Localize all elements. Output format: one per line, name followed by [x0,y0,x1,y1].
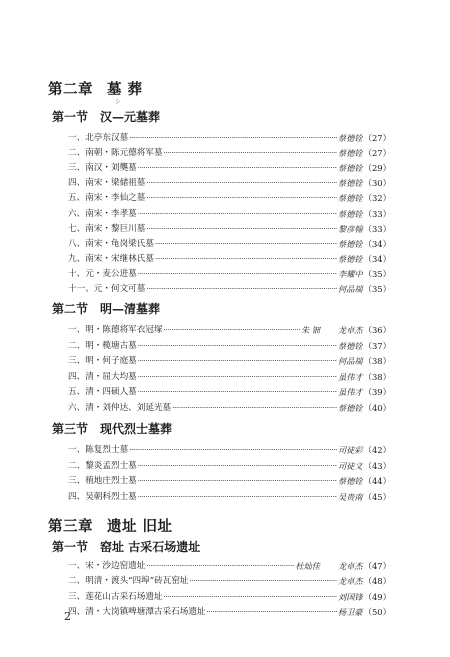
toc-entry [68,591,391,603]
entry-author: 司徒文 [338,460,363,471]
entry-page: （33） [363,223,391,234]
entry-page: （44） [363,476,391,487]
entry-title: 一、北亭东汉墓 [68,133,129,143]
section-number: 第一节 [52,540,89,554]
section-4-heading [52,538,200,555]
entry-page: （27） [363,133,391,143]
entry-page: （50） [363,607,391,618]
entry-title: 四、清・屈大均墓 [68,371,137,382]
entry-page: （35） [363,284,391,294]
leader-dots [138,208,337,220]
leader-dots [138,475,337,487]
leader-dots [164,147,337,159]
entry-author: 司徒彩 [338,445,363,455]
entry-author: 蔡德铨 [338,340,363,351]
entry-title: 二、明・榄塘古墓 [68,340,137,351]
leader-dots [146,283,337,295]
entry-page: （49） [363,591,391,602]
leader-dots [207,606,337,618]
entry-author: 吴贵南 [338,491,363,502]
entry-page: （39） [363,387,391,398]
toc-entry [68,223,391,235]
section-number: 第一节 [52,110,89,124]
entry-title: 五、清・四硕人墓 [68,387,137,398]
entry-page: （43） [363,460,391,471]
entry-page: （45） [363,491,391,502]
entry-page: （40） [363,403,391,413]
entry-author: 蔡德铨 [338,476,363,487]
toc-entry [68,268,391,280]
entry-author: 蔡德铨 [338,193,363,204]
toc-entry [68,177,391,189]
entry-page: （47） [363,561,391,571]
entry-title: 七、南宋・黎巨川墓 [68,223,146,234]
leader-dots [172,402,337,414]
leader-dots [138,268,337,280]
toc-entry [68,253,391,265]
entry-author: 龙卓杰 [338,561,363,571]
entry-author: 黎彦翰 [338,223,363,234]
leader-dots [146,560,294,572]
entry-page: （37） [363,340,391,351]
entry-author: 蔡德铨 [338,253,363,264]
leader-dots [138,355,337,367]
entry-author: 蔡德铨 [338,133,363,143]
entry-author: 蔡德铨 [338,208,363,219]
entry-title: 二、南朝・陈元德将军墓 [68,148,163,159]
entry-title: 九、南宋・宋继林氏墓 [68,253,154,264]
entry-title: 三、莲花山古采石场遗址 [68,591,163,602]
toc-entry [68,402,391,414]
entry-author: 龙卓杰 [338,576,363,587]
toc-entry [68,132,391,144]
entry-title: 三、植地庄烈士墓 [68,476,137,487]
section-3-heading [52,420,172,437]
stray-mark: ㇱ [114,96,122,105]
toc-entry [68,162,391,174]
toc-entry [68,283,391,295]
leader-dots [138,162,337,174]
leader-dots [146,177,337,189]
leader-dots [138,340,337,352]
section-number: 第二节 [52,302,89,316]
entry-author: 蔡德铨 [338,163,363,174]
entry-page: （48） [363,576,391,587]
entry-page: （38） [363,356,391,367]
entry-page: （35） [363,268,391,279]
leader-dots [129,444,337,456]
page-number: 2 [64,610,71,623]
entry-page: （29） [363,163,391,174]
section-2-heading [52,300,160,317]
toc-entry [68,606,391,618]
chapter-title: 墓 葬 [107,81,143,98]
entry-author: 杨卫豪 [338,607,363,618]
entry-page: （33） [363,208,391,219]
entry-author: 何品端 [338,356,363,367]
entry-title: 三、明・何子庭墓 [68,356,137,367]
toc-entry [68,355,391,367]
entry-author: 虽伟才 [338,371,363,382]
toc-entry [68,192,391,204]
section-title: 现代烈士墓葬 [100,422,173,436]
chapter-title: 遗址 旧址 [107,518,173,535]
entry-author: 李耀中 [338,268,363,279]
entry-author: 蔡德铨 [338,403,363,413]
entry-page: （34） [363,253,391,264]
leader-dots [138,386,337,398]
toc-entry [68,147,391,159]
entry-title: 四、清・大岗镇啤塘潭古采石场遗址 [68,607,206,618]
entry-title: 一、宋・沙边窑遗址 [68,561,146,571]
entry-page: （38） [363,371,391,382]
section-title: 窑址 古采石场遗址 [100,540,201,554]
leader-dots [146,223,337,235]
toc-entry [68,460,391,472]
leader-dots [129,132,337,144]
section-title: 明—清墓葬 [100,302,161,316]
entry-page: （30） [363,178,391,189]
toc-entry [68,371,391,383]
toc-entry [68,491,391,503]
leader-dots [138,460,337,472]
entry-title: 二、明清・渡头“四埠”砖瓦窑址 [68,576,189,587]
entry-title: 十、元・麦公进墓 [68,268,137,279]
toc-entry [68,575,391,587]
entry-page: （36） [363,325,391,335]
leader-dots [164,324,300,336]
entry-title: 四、吴朝科烈士墓 [68,491,137,502]
toc-entry [68,386,391,398]
entry-title: 十一、元・何文可墓 [68,284,146,294]
leader-dots [138,371,337,383]
entry-page: （27） [363,148,391,159]
entry-title: 三、南汉・刘龑墓 [68,163,137,174]
chapter-number: 第二章 [48,81,93,98]
toc-entry [68,340,391,352]
leader-dots [155,238,337,250]
leader-dots [138,491,337,503]
entry-author: 蔡德铨 [338,238,363,249]
toc-entry [68,560,391,572]
entry-co-author: 朱 钿 [301,325,320,335]
entry-author: 蔡德铨 [338,178,363,189]
section-1-heading [52,108,160,125]
entry-title: 六、南宋・李孝墓 [68,208,137,219]
chapter-2-heading [48,78,143,99]
toc-entry [68,324,391,336]
leader-dots [164,591,337,603]
entry-title: 一、明・陈德将军衣冠塚 [68,325,163,335]
leader-dots [146,192,337,204]
entry-co-author: 杜灿佳 [295,561,320,571]
leader-dots [155,253,337,265]
toc-entry [68,238,391,250]
entry-title: 八、南宋・龟岗梁氏墓 [68,238,154,249]
entry-page: （32） [363,193,391,204]
toc-entry [68,444,391,456]
entry-author: 虽伟才 [338,387,363,398]
section-title: 汉—元墓葬 [100,110,161,124]
entry-page: （34） [363,238,391,249]
entry-title: 六、清・刘仲达、刘延光墓 [68,403,172,413]
toc-entry [68,475,391,487]
entry-page: （42） [363,445,391,455]
leader-dots [190,575,337,587]
entry-title: 五、南宋・李仙之墓 [68,193,146,204]
entry-author: 龙卓杰 [338,325,363,335]
chapter-3-heading [48,515,173,536]
chapter-number: 第三章 [48,518,93,535]
entry-author: 何品端 [338,284,363,294]
entry-title: 一、陈复烈士墓 [68,445,129,455]
toc-entry [68,208,391,220]
section-number: 第三节 [52,422,89,436]
entry-title: 二、黎炎孟烈士墓 [68,460,137,471]
entry-author: 蔡德铨 [338,148,363,159]
entry-title: 四、南宋・梁储祖墓 [68,178,146,189]
entry-author: 刘国锋 [338,591,363,602]
